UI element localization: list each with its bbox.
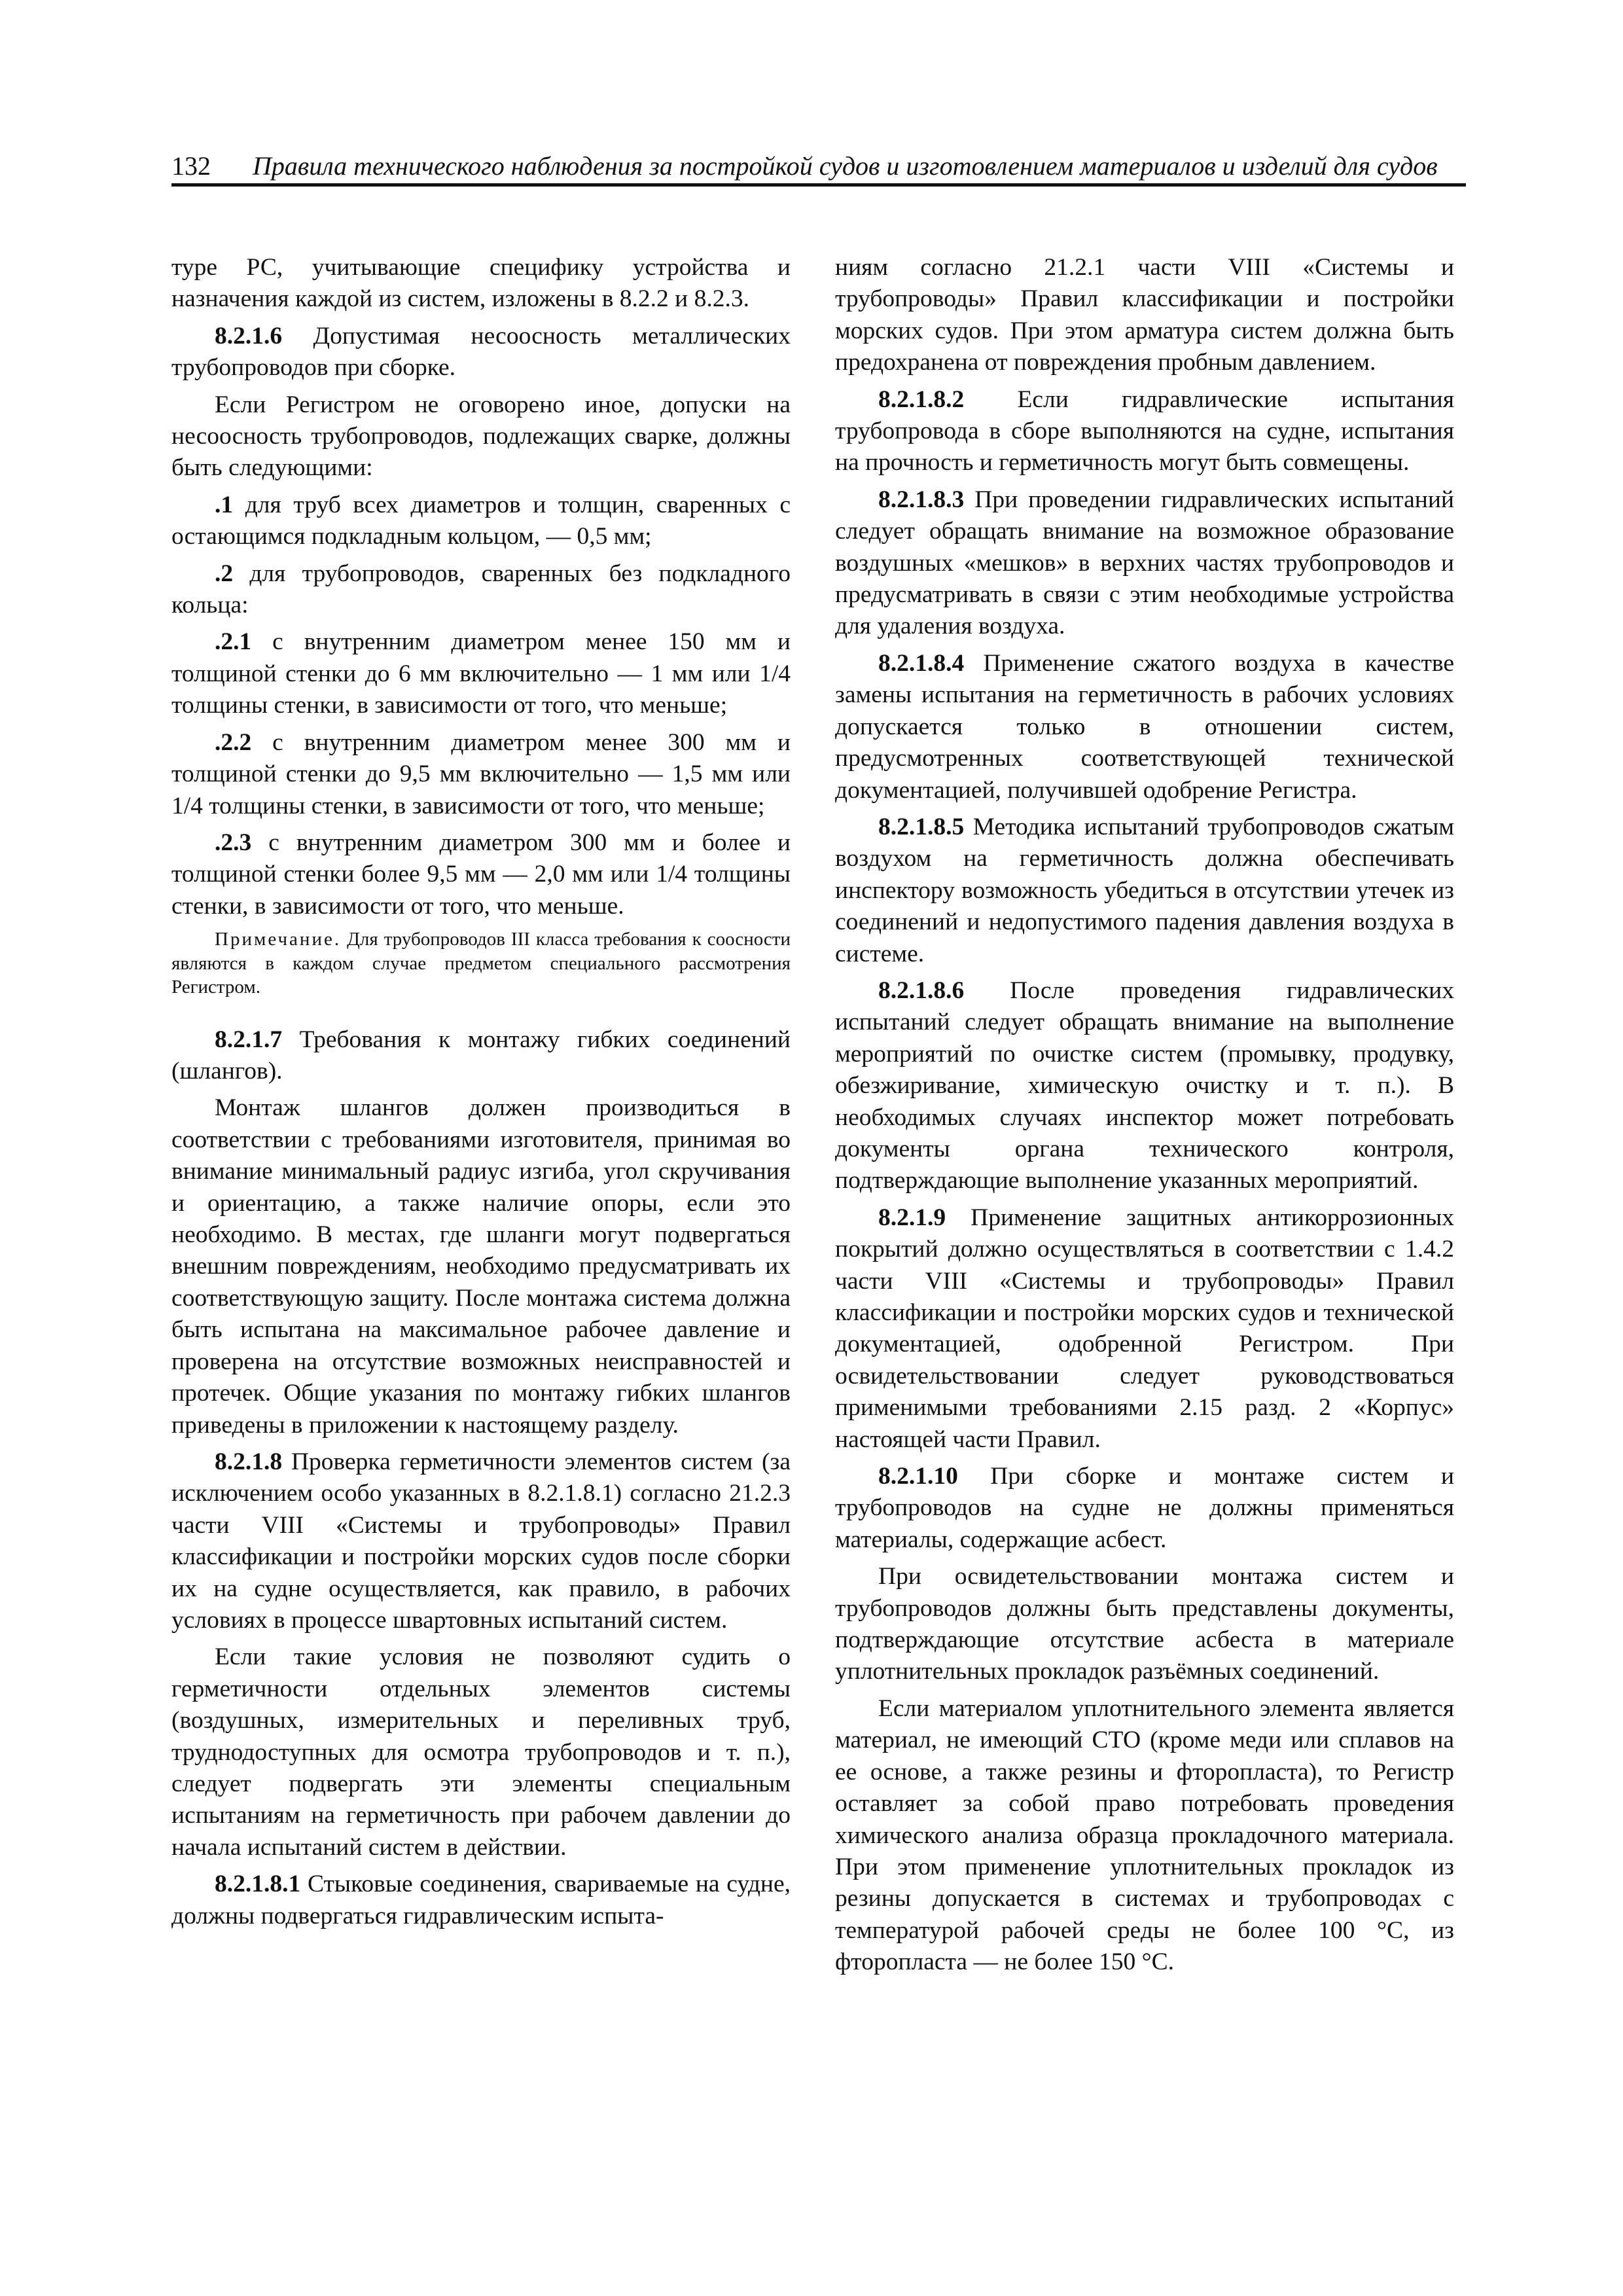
paragraph-text: Применение сжатого воздуха в качестве замены испытания на герметичность в рабочих условиях допускается только в отношении систем, предусмотренных соответствующей технической документацией, получившей одобрение Регистра.	[835, 649, 1454, 804]
item-number: .1	[215, 491, 234, 518]
item-number: .2.3	[215, 829, 252, 856]
paragraph	[835, 1461, 1454, 1556]
paragraph-text: для труб всех диаметров и толщин, сваренных с остающимся подкладным кольцом, — 0,5 мм;	[171, 491, 791, 550]
list-item	[171, 626, 791, 721]
list-item	[171, 558, 791, 622]
clause-number: 8.2.1.6	[215, 322, 283, 350]
clause-number: 8.2.1.7	[215, 1026, 283, 1053]
paragraph-text: При проведении гидравлических испытаний следует обращать внимание на возможное образование воздушных «мешков» в верхних частях трубопроводов и предусматривать в связи с этим необходимые устройства для удаления воздуха.	[835, 486, 1454, 640]
paragraph-text: для трубопроводов, сваренных без подкладного кольца:	[171, 560, 791, 619]
paragraph: Если материалом уплотнительного элемента является материал, не имеющий СТО (кроме меди или сплавов на ее основе, а также резины и фторопласта), то Регистр оставляет за собой право потребовать проведения химического анализа образца прокладочного материала. При этом применение уплотнительных прокладок из резины допускается в системах и трубопроводах с температурой рабочей среды не более 100 °С, из фторопласта — не более 150 °С.	[835, 1695, 1454, 1976]
paragraph: Если такие условия не позволяют судить о герметичности отдельных элементов системы (воздушных, измерительных и переливных труб, труднодоступных для осмотра трубопроводов и т. п.), следует подвергать эти элементы специальным испытаниям на герметичность при рабочем давлении до начала испытаний систем в действии.	[171, 1643, 791, 1861]
paragraph	[835, 975, 1454, 1197]
clause-number: 8.2.1.8.5	[878, 813, 965, 840]
paragraph-text: Проверка герметичности элементов систем (за исключением особо указанных в 8.2.1.8.1) согласно 21.2.3 части VIII «Системы и трубопроводы» Правил классификации и постройки морских судов после сборки их на судне осуществляется, как правило, в рабочих условиях в процессе швартовных испытаний систем.	[171, 1448, 791, 1634]
paragraph	[835, 1202, 1454, 1456]
paragraph	[835, 484, 1454, 643]
paragraph	[835, 384, 1454, 479]
paragraph-text: Применение защитных антикоррозионных покрытий должно осуществляться в соответствии с 1.4.2 части VIII «Системы и трубопроводы» Правил классификации и постройки морских судов и технической документацией, одобренной Регистром. При освидетельствовании следует руководствоваться применимыми требованиями 2.15 разд. 2 «Корпус» настоящей части Правил.	[835, 1204, 1454, 1453]
paragraph-text: с внутренним диаметром менее 300 мм и толщиной стенки до 9,5 мм включительно — 1,5 мм или 1/4 толщины стенки, в зависимости от того, что меньше;	[171, 728, 791, 819]
paragraph-text: При сборке и монтаже систем и трубопроводов на судне не должны применяться материалы, содержащие асбест.	[835, 1463, 1454, 1553]
paragraph-text: Если гидравлические испытания трубопровода в сборе выполняются на судне, испытания на прочность и герметичность могут быть совмещены.	[835, 386, 1454, 476]
item-number: .2.1	[215, 628, 252, 656]
paragraph: туре РС, учитывающие специфику устройства и назначения каждой из систем, изложены в 8.2.2 и 8.2.3.	[171, 254, 791, 313]
paragraph	[171, 1446, 791, 1636]
paragraph-text: Методика испытаний трубопроводов сжатым воздухом на герметичность должна обеспечивать инспектору возможность убедиться в отсутствии утечек из соединений и недопустимого падения давления воздуха в системе.	[835, 813, 1454, 967]
clause-number: 8.2.1.9	[878, 1204, 946, 1231]
paragraph	[171, 321, 791, 384]
right-column	[835, 252, 1454, 1984]
running-header	[171, 143, 1466, 187]
note	[171, 927, 791, 999]
running-title: Правила технического наблюдения за постройкой судов и изготовлением материалов и изделий для судов	[253, 151, 1438, 181]
clause-number: 8.2.1.8.6	[878, 977, 965, 1004]
paragraph-text: Стыковые соединения, свариваемые на судне, должны подвергаться гидравлическим испыта-	[171, 1871, 791, 1929]
paragraph	[835, 648, 1454, 806]
paragraph: При освидетельствовании монтажа систем и трубопроводов должны быть представлены документы, подтверждающие отсутствие асбеста в материале уплотнительных прокладок разъёмных соединений.	[835, 1563, 1454, 1685]
paragraph-text: Требования к монтажу гибких соединений (шлангов).	[171, 1026, 791, 1085]
clause-number: 8.2.1.8.3	[878, 486, 965, 513]
paragraph: Если Регистром не оговорено иное, допуски на несоосность трубопроводов, подлежащих сварке, должны быть следующими:	[171, 391, 791, 482]
list-item	[171, 827, 791, 922]
note-text: Для трубопроводов III класса требования к соосности являются в каждом случае предметом специального рассмотрения Регистром.	[171, 929, 791, 998]
paragraph-text: с внутренним диаметром 300 мм и более и толщиной стенки более 9,5 мм — 2,0 мм или 1/4 толщины стенки, в зависимости от того, что меньше.	[171, 829, 791, 920]
paragraph	[835, 812, 1454, 970]
list-item	[171, 727, 791, 822]
note-label: Примечание.	[215, 929, 342, 950]
clause-number: 8.2.1.8	[215, 1448, 283, 1475]
paragraph: Монтаж шлангов должен производиться в соответствии с требованиями изготовителя, принимая во внимание минимальный радиус изгиба, угол скручивания и ориентацию, а также наличие опоры, если это необходимо. В местах, где шланги могут подвергаться внешним повреждениям, необходимо предусматривать их соответствующую защиту. После монтажа система должна быть испытана на максимальное рабочее давление и проверена на отсутствие возможных неисправностей и протечек. Общие указания по монтажу гибких шлангов приведены в приложении к настоящему разделу.	[171, 1094, 791, 1439]
clause-number: 8.2.1.10	[878, 1463, 958, 1490]
page-number: 132	[171, 151, 211, 181]
paragraph: ниям согласно 21.2.1 части VIII «Системы и трубопроводы» Правил классификации и постройки морских судов. При этом арматура систем должна быть предохранена от повреждения пробным давлением.	[835, 254, 1454, 376]
item-number: .2.2	[215, 728, 252, 756]
list-item	[171, 490, 791, 553]
clause-number: 8.2.1.8.2	[878, 386, 965, 413]
clause-number: 8.2.1.8.4	[878, 649, 965, 677]
paragraph	[171, 1024, 791, 1088]
clause-number: 8.2.1.8.1	[215, 1871, 301, 1898]
paragraph-text: После проведения гидравлических испытаний следует обращать внимание на выполнение мероприятий по очистке систем (промывку, продувку, обезжиривание, химическую очистку и т. п.). В необходимых случаях инспектор может потребовать документы органа технического контроля, подтверждающие выполнение указанных мероприятий.	[835, 977, 1454, 1194]
paragraph	[171, 1869, 791, 1932]
paragraph-text: с внутренним диаметром менее 150 мм и толщиной стенки до 6 мм включительно — 1 мм или 1/4 толщины стенки, в зависимости от того, что меньше;	[171, 628, 791, 719]
left-column	[171, 252, 791, 1937]
item-number: .2	[215, 560, 234, 587]
paragraph-text: Допустимая несоосность металлических трубопроводов при сборке.	[171, 322, 791, 382]
